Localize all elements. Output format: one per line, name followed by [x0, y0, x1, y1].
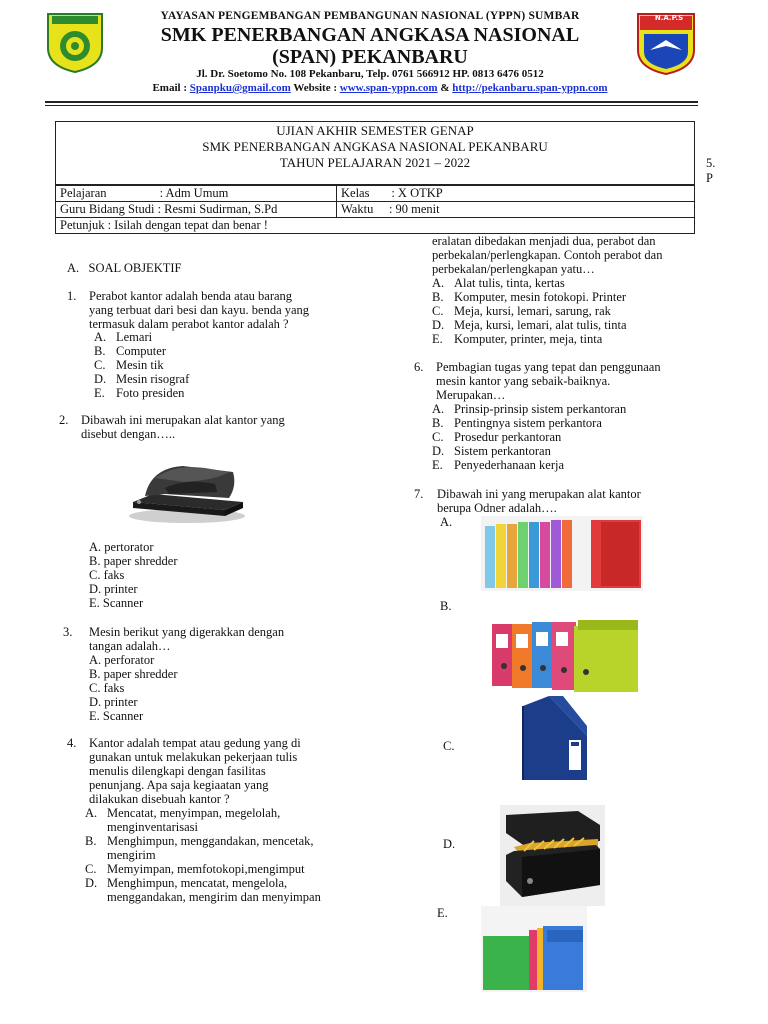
- option[interactable]: B. paper shredder: [89, 667, 178, 681]
- option[interactable]: D. Mesin risograf: [94, 372, 190, 386]
- option[interactable]: E. Scanner: [89, 596, 144, 610]
- option[interactable]: A. Lemari: [94, 330, 153, 344]
- q1-options: [94, 330, 189, 400]
- q3-line: tangan adalah…: [89, 639, 171, 653]
- logo-left: [46, 12, 104, 74]
- q6-text: [436, 360, 661, 402]
- q3-line: Mesin berikut yang digerakkan dengan: [89, 625, 285, 639]
- website-link-2[interactable]: http://pekanbaru.span-yppn.com: [452, 82, 608, 94]
- website-label: Website :: [293, 82, 338, 94]
- q2-line: Dibawah ini merupakan alat kantor yang: [81, 413, 285, 427]
- q4-line: menulis dilengkapi dengan fasilitas: [89, 764, 266, 778]
- q7-option-e[interactable]: E.: [437, 906, 448, 920]
- q7-option-b[interactable]: B.: [440, 599, 452, 613]
- q6-number: 6.: [414, 360, 424, 374]
- option[interactable]: C. Memyimpan, memfotokopi,mengimput: [85, 862, 305, 876]
- website-link-1[interactable]: www.span-yppn.com: [339, 82, 438, 94]
- exam-title-3: TAHUN PELAJARAN 2021 – 2022: [279, 155, 471, 170]
- q4-text: [89, 736, 301, 806]
- q2-options: [89, 540, 178, 610]
- q1-text: [89, 289, 309, 331]
- option[interactable]: A. Prinsip-prinsip sistem perkantoran: [432, 402, 627, 416]
- class-cell: Kelas : X OTKP: [337, 186, 695, 202]
- foundation-name: YAYASAN PENGEMBANGAN PEMBANGUNAN NASIONAL (YPPN) SUMBAR: [160, 10, 580, 22]
- option[interactable]: A. pertorator: [89, 540, 154, 554]
- option[interactable]: B. Menghimpun, menggandakan, mencetak,: [85, 834, 314, 848]
- subject-cell: Pelajaran : Adm Umum: [56, 186, 337, 202]
- table-row: [56, 202, 695, 218]
- time-cell: Waktu : 90 menit: [337, 202, 695, 218]
- q4-line: gunakan untuk melakukan pekerjaan tulis: [89, 750, 298, 764]
- exam-title-2: SMK PENERBANGAN ANGKASA NASIONAL PEKANBARU: [202, 139, 548, 154]
- option[interactable]: A. Mencatat, menyimpan, megelolah,: [85, 806, 281, 820]
- q2-number: 2.: [59, 413, 69, 427]
- q7-number: 7.: [414, 487, 424, 501]
- option[interactable]: D. printer: [89, 695, 138, 709]
- option-cont: menginventarisasi: [107, 820, 198, 834]
- q7-line: Dibawah ini yang merupakan alat kantor: [437, 487, 641, 501]
- school-name: SMK PENERBANGAN ANGKASA NASIONAL: [160, 24, 580, 46]
- q7-text: [437, 487, 641, 515]
- option[interactable]: E. Scanner: [89, 709, 144, 723]
- email-label: Email :: [152, 82, 187, 94]
- q4-number: 4.: [67, 736, 77, 750]
- teacher-cell: Guru Bidang Studi : Resmi Sudirman, S.Pd: [56, 202, 337, 218]
- option[interactable]: D. Meja, kursi, lemari, alat tulis, tinta: [432, 318, 627, 332]
- q5-line: perbekalan/perlengkapan yatu…: [432, 262, 595, 276]
- q1-line: yang terbuat dari besi dan kayu. benda yang: [89, 303, 310, 317]
- exam-title-1: UJIAN AKHIR SEMESTER GENAP: [276, 123, 474, 138]
- q4-line: dilakukan disebuah kantor ?: [89, 792, 230, 806]
- option[interactable]: C. Meja, kursi, lemari, sarung, rak: [432, 304, 611, 318]
- q7-option-d[interactable]: D.: [443, 837, 456, 851]
- q1-number: 1.: [67, 289, 77, 303]
- card-box-image: [500, 805, 605, 906]
- table-row: [56, 186, 695, 202]
- side-num: 5.: [706, 156, 716, 170]
- q3-options: [89, 653, 178, 723]
- table-row: [56, 218, 695, 234]
- option[interactable]: E. Foto presiden: [94, 386, 185, 400]
- email-link[interactable]: Spanpku@gmail.com: [189, 82, 291, 94]
- option-cont: mengirim: [107, 848, 156, 862]
- school-name-2: (SPAN) PEKANBARU: [272, 46, 468, 68]
- q4-line: penunjang. Apa saja kegiaatan yang: [89, 778, 269, 792]
- magazine-file-image: [519, 696, 589, 782]
- q2-line: disebut dengan…..: [81, 427, 176, 441]
- option[interactable]: D. Menghimpun, mencatat, mengelola,: [85, 876, 288, 890]
- q7-line: berupa Odner adalah….: [437, 501, 557, 515]
- q6-line: Pembagian tugas yang tepat dan penggunaan: [436, 360, 661, 374]
- q7-option-c[interactable]: C.: [443, 739, 455, 753]
- side-letter: P: [706, 171, 713, 185]
- q3-text: [89, 625, 284, 653]
- exam-info-table: [55, 185, 695, 234]
- option[interactable]: D. printer: [89, 582, 138, 596]
- q5-text: [432, 234, 662, 276]
- contact-line: [80, 82, 680, 94]
- option-cont: menggandakan, mengirim dan menyimpan: [107, 890, 321, 904]
- option[interactable]: C. Prosedur perkantoran: [432, 430, 562, 444]
- exam-title-box: [55, 121, 695, 185]
- option[interactable]: C. Mesin tik: [94, 358, 164, 372]
- instruction-cell: Petunjuk : Isilah dengan tepat dan benar !: [56, 218, 695, 234]
- perforator-image: [125, 458, 247, 526]
- option[interactable]: B. Computer: [94, 344, 166, 358]
- q6-line: mesin kantor yang sebaik-baiknya.: [436, 374, 611, 388]
- ampersand: &: [440, 82, 450, 94]
- logo-right-label: N.A.P.S: [654, 14, 684, 22]
- header-rule: [45, 101, 698, 103]
- option[interactable]: E. Penyederhanaan kerja: [432, 458, 565, 472]
- option[interactable]: A. Alat tulis, tinta, kertas: [432, 276, 565, 290]
- q6-line: Merupakan…: [436, 388, 506, 402]
- q3-number: 3.: [63, 625, 73, 639]
- q1-line: Perabot kantor adalah benda atau barang: [89, 289, 293, 303]
- q1-line: termasuk dalam perabot kantor adalah ?: [89, 317, 289, 331]
- option[interactable]: B. Pentingnya sistem perkantora: [432, 416, 602, 430]
- q2-text: [81, 413, 285, 441]
- option[interactable]: C. faks: [89, 568, 125, 582]
- q5-line: eralatan dibedakan menjadi dua, perabot dan: [432, 234, 656, 248]
- q7-option-a[interactable]: A.: [440, 515, 453, 529]
- q6-options: [432, 402, 626, 472]
- option[interactable]: E. Komputer, printer, meja, tinta: [432, 332, 603, 346]
- option[interactable]: B. Komputer, mesin fotokopi. Printer: [432, 290, 627, 304]
- q4-options: [85, 806, 321, 904]
- option[interactable]: C. faks: [89, 681, 125, 695]
- q5-options: [432, 276, 627, 346]
- school-address: Jl. Dr. Soetomo No. 108 Pekanbaru, Telp. 0761 566912 HP. 0813 6476 0512: [196, 68, 544, 80]
- option[interactable]: B. paper shredder: [89, 554, 178, 568]
- header-rule-thin: [45, 105, 698, 106]
- option[interactable]: D. Sistem perkantoran: [432, 444, 551, 458]
- binders-image-a: [481, 516, 643, 591]
- option[interactable]: A. perforator: [89, 653, 155, 667]
- binders-image-b: [492, 620, 640, 696]
- q5-line: perbekalan/perlengkapan. Contoh perabot dan: [432, 248, 663, 262]
- section-title: A. SOAL OBJEKTIF: [67, 261, 182, 275]
- q4-line: Kantor adalah tempat atau gedung yang di: [89, 736, 301, 750]
- overflow-question-number: [706, 156, 715, 186]
- folders-image: [481, 906, 587, 992]
